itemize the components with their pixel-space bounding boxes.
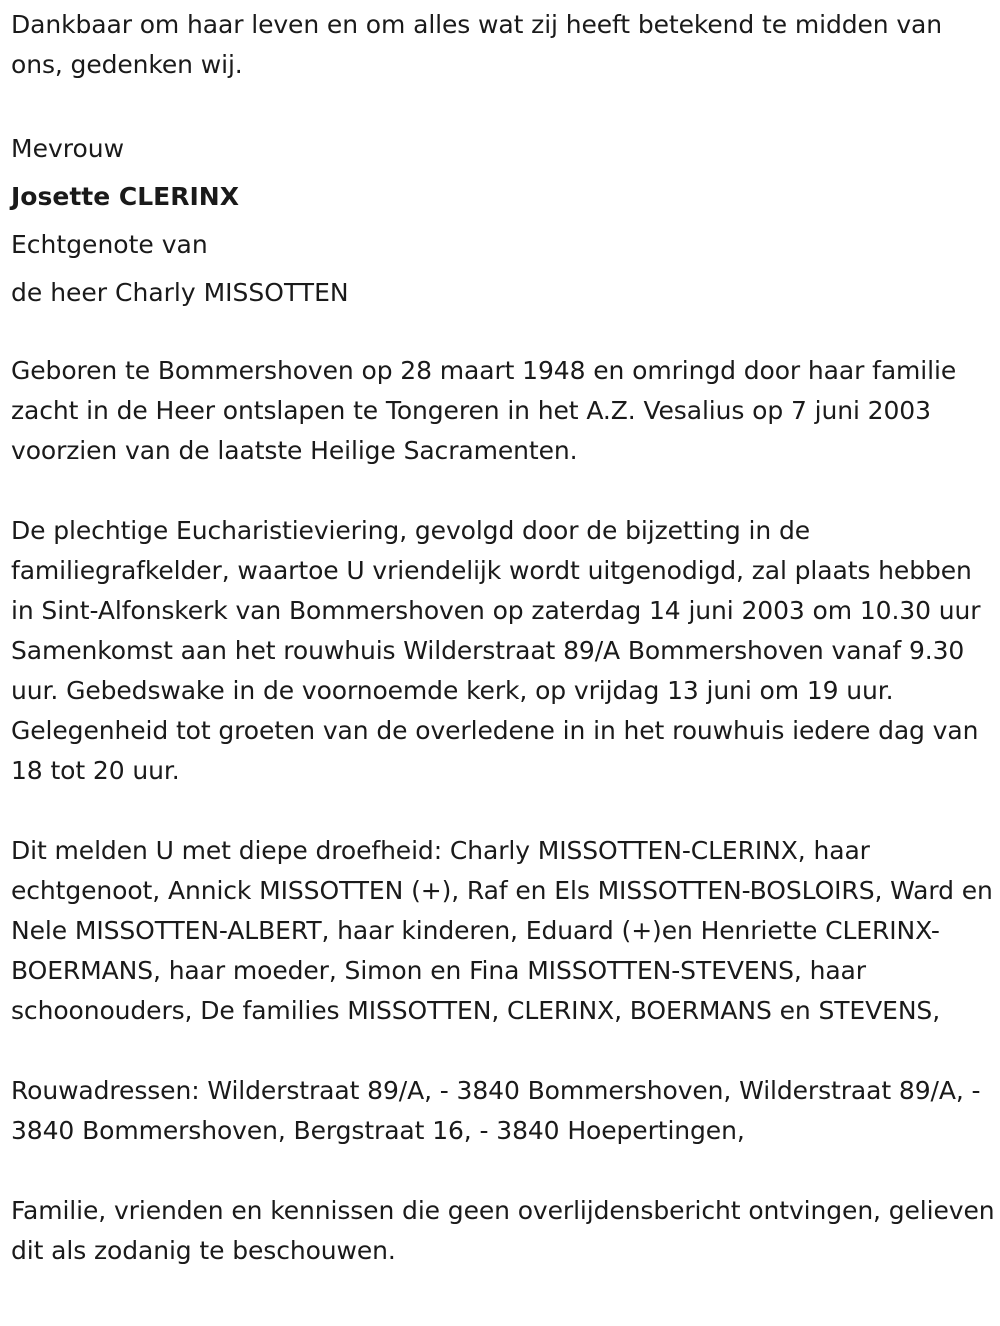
spouse-name: de heer Charly MISSOTTEN [11,278,349,307]
announcement-paragraph: Dit melden U met diepe droefheid: Charly MISSOTTEN-CLERINX, haar echtgenoot, Annick MISSOTTEN (+), Raf en Els MISSOTTEN-BOSLOIRS, Ward en Nele MISSOTTEN-ALBERT, haar kinderen, Eduard (+)en Henriette CLERINX-BOERMANS, haar moeder, Simon en Fina MISSOTTEN-STEVENS, haar schoonouders, De families MISSOTTEN, CLERINX, BOERMANS en STEVENS, [11,836,993,1025]
addresses-paragraph: Rouwadressen: Wilderstraat 89/A, - 3840 Bommershoven, Wilderstraat 89/A, - 3840 Bommershoven, Bergstraat 16, - 3840 Hoepertingen, [11,1076,981,1145]
spacer [11,1031,996,1071]
closing-paragraph: Familie, vrienden en kennissen die geen overlijdensbericht ontvingen, gelieven dit als zodanig te beschouwen. [11,1196,995,1265]
ceremony-paragraph: De plechtige Eucharistieviering, gevolgd door de bijzetting in de familiegrafkelder, waartoe U vriendelijk wordt uitgenodigd, zal plaats hebben in Sint-Alfonskerk van Bommershoven op zaterdag 14 juni 2003 om 10.30 uur Samenkomst aan het rouwhuis Wilderstraat 89/A Bommershoven vanaf 9.30 uur. Gebedswake in de voornoemde kerk, op vrijdag 13 juni om 19 uur. Gelegenheid tot groeten van de overledene in in het rouwhuis iedere dag van 18 tot 20 uur. [11,516,981,785]
spacer [11,471,996,511]
spacer [11,85,996,125]
spacer [11,791,996,831]
birth-death-paragraph: Geboren te Bommershoven op 28 maart 1948 en omringd door haar familie zacht in de Heer ontslapen te Tongeren in het A.Z. Vesalius op 7 juni 2003 voorzien van de laatste Heilige Sacramenten. [11,356,957,465]
intro-paragraph: Dankbaar om haar leven en om alles wat zij heeft betekend te midden van ons, gedenken wij. [11,10,943,79]
obituary-document [11,5,996,1271]
spouse-relation: Echtgenote van [11,230,208,259]
title-prefix: Mevrouw [11,134,125,163]
spacer [11,317,996,351]
deceased-name: Josette CLERINX [11,182,239,211]
spacer [11,1151,996,1191]
